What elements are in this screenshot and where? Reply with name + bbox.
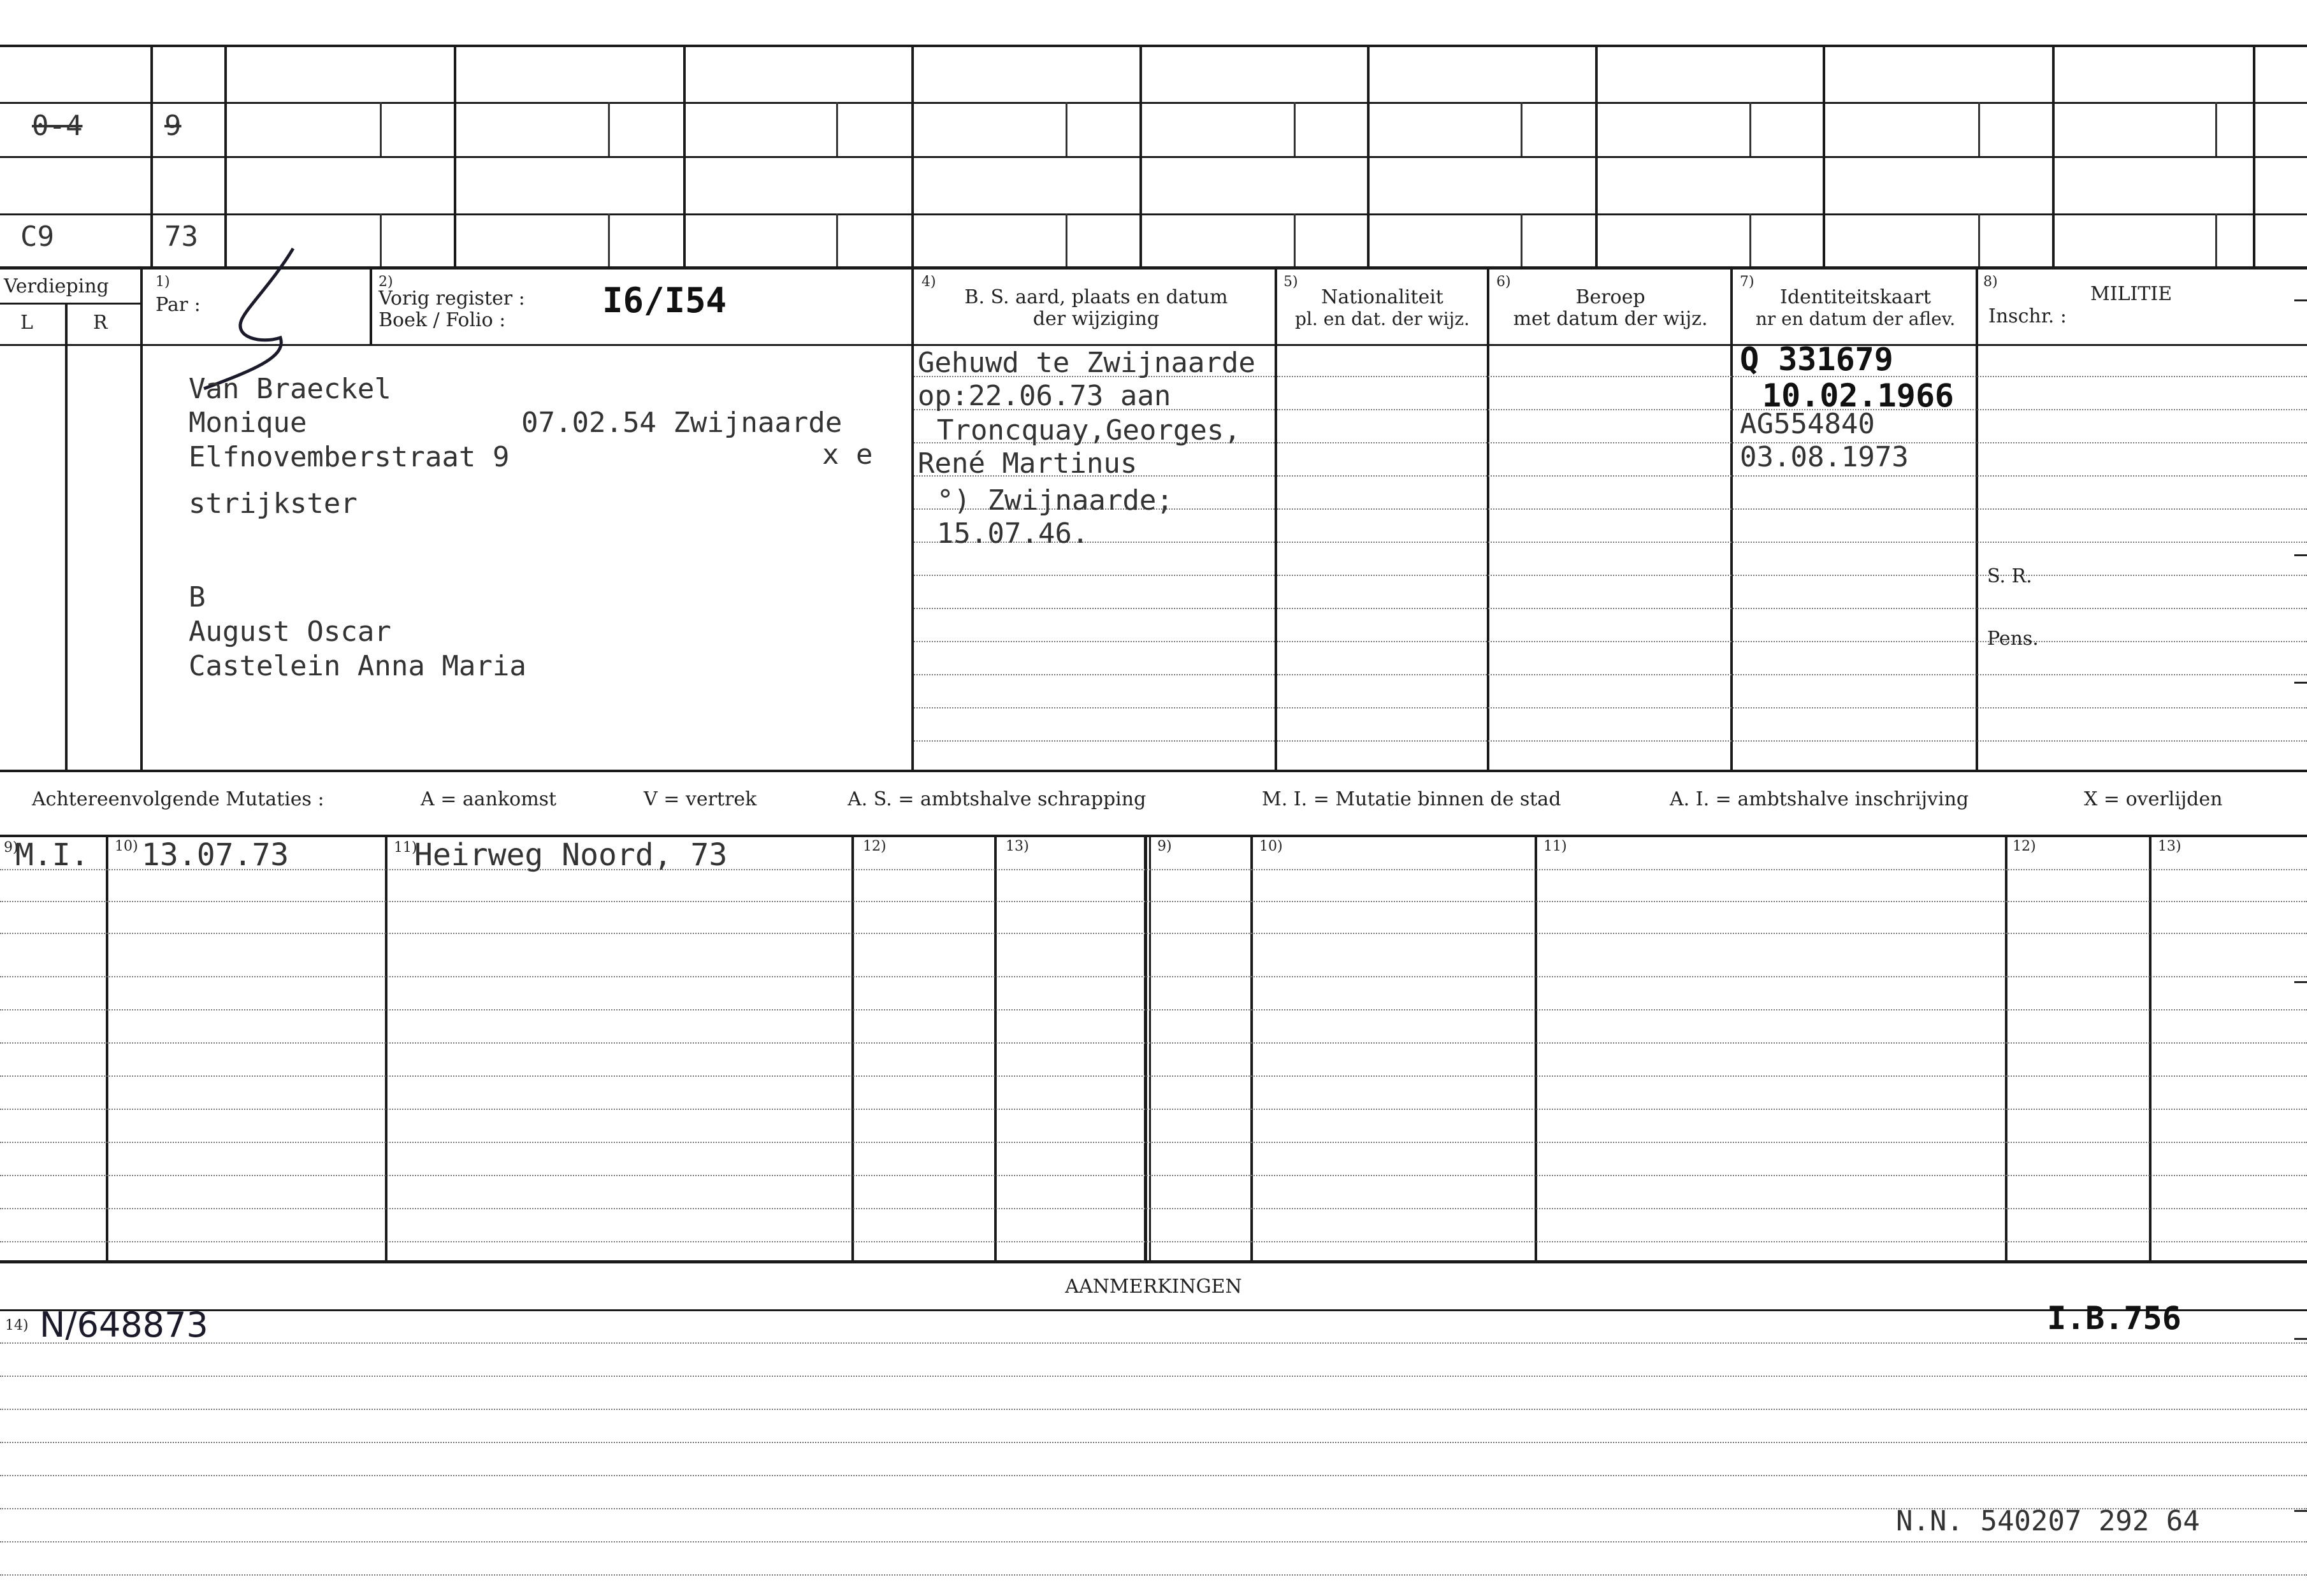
ruled-line bbox=[914, 575, 1275, 576]
top-grid-subcol bbox=[1521, 102, 1522, 156]
field-number: 13) bbox=[1006, 838, 1029, 854]
handwritten-mark bbox=[178, 242, 306, 395]
margin-tick bbox=[2294, 981, 2307, 983]
top-grid-code: 73 bbox=[164, 220, 198, 253]
ruled-line bbox=[1277, 740, 2307, 742]
nationaliteit-header: Nationaliteit bbox=[1321, 286, 1443, 308]
field-number: 5) bbox=[1284, 274, 1298, 290]
top-grid-subcol bbox=[1749, 102, 1751, 156]
legend-item: A. I. = ambtshalve inschrijving bbox=[1670, 788, 1969, 810]
militie-sr-label: S. R. bbox=[1987, 565, 2032, 587]
field-number: 1) bbox=[155, 274, 170, 290]
top-grid-line bbox=[0, 266, 2307, 270]
top-grid-subcol bbox=[608, 102, 610, 156]
field-number: 13) bbox=[2158, 838, 2181, 854]
ruled-line bbox=[1277, 608, 2307, 609]
mutation-address: Heirweg Noord, 73 bbox=[414, 837, 728, 873]
ruled-line bbox=[0, 1376, 2307, 1377]
ruled-line bbox=[0, 1442, 2307, 1443]
ruled-line bbox=[0, 1409, 2307, 1410]
ruled-line bbox=[914, 674, 1275, 675]
top-grid-subcol bbox=[1978, 102, 1980, 156]
margin-tick bbox=[2294, 1510, 2307, 1512]
mutations-col bbox=[1250, 835, 1253, 1260]
verdieping-line bbox=[0, 303, 140, 305]
identiteitskaart-header: Identiteitskaart bbox=[1780, 286, 1931, 308]
mutation-type: M.I. bbox=[15, 837, 89, 873]
field-number: 2) bbox=[379, 274, 393, 290]
par-label: Par : bbox=[155, 294, 201, 316]
ruled-line bbox=[0, 1142, 2307, 1143]
header-line bbox=[0, 344, 2307, 346]
mutations-col bbox=[385, 835, 387, 1260]
header-col bbox=[1976, 268, 1978, 771]
ruled-line bbox=[1277, 508, 2307, 510]
top-grid-line bbox=[0, 213, 2307, 215]
boek-folio-label: Boek / Folio : bbox=[379, 309, 506, 331]
remarks-value: N/648873 bbox=[40, 1305, 208, 1345]
mutations-col bbox=[2005, 835, 2007, 1260]
person-firstname: Monique bbox=[189, 406, 307, 439]
ruled-line bbox=[0, 1574, 2307, 1576]
ruled-line bbox=[0, 976, 2307, 977]
bs-entry-line: Troncquay,Georges, bbox=[937, 414, 1241, 447]
ruled-line bbox=[914, 608, 1275, 609]
field-number: 11) bbox=[1544, 838, 1567, 854]
ruled-line bbox=[1277, 475, 2307, 477]
top-grid-code: 9 bbox=[164, 110, 182, 142]
margin-tick bbox=[2294, 299, 2307, 301]
ruled-line bbox=[0, 1075, 2307, 1077]
header-col bbox=[911, 268, 914, 771]
ruled-line bbox=[1277, 542, 2307, 543]
top-grid-col bbox=[224, 45, 227, 266]
militie-header: MILITIE bbox=[2090, 283, 2173, 305]
verdieping-r: R bbox=[93, 312, 108, 334]
ruled-line bbox=[0, 1342, 2307, 1344]
vorig-register-value: I6/I54 bbox=[602, 280, 727, 320]
field-number: 10) bbox=[115, 838, 138, 854]
person-surname: Van Braeckel bbox=[189, 373, 391, 405]
mutations-top-line bbox=[0, 835, 2307, 837]
ruled-line bbox=[914, 740, 1275, 742]
ruled-line bbox=[1277, 707, 2307, 708]
ruled-line bbox=[1277, 641, 2307, 642]
top-grid-subcol bbox=[836, 213, 838, 266]
header-col bbox=[1730, 268, 1733, 771]
mutations-col bbox=[106, 835, 108, 1260]
field-number: 9) bbox=[1157, 838, 1172, 854]
bs-entry-line: 15.07.46. bbox=[937, 517, 1089, 550]
top-grid-line bbox=[0, 102, 2307, 104]
mutations-col bbox=[1535, 835, 1537, 1260]
id-card-date: 10.02.1966 bbox=[1762, 377, 1955, 414]
mutation-date: 13.07.73 bbox=[141, 837, 289, 873]
field-number: 8) bbox=[1983, 274, 1998, 290]
header-col bbox=[1275, 268, 1277, 771]
margin-tick bbox=[2294, 1338, 2307, 1340]
field-number: 12) bbox=[2013, 838, 2036, 854]
mutations-col bbox=[994, 835, 997, 1260]
top-grid-subcol bbox=[1749, 213, 1751, 266]
ruled-line bbox=[0, 869, 2307, 870]
bs-header: B. S. aard, plaats en datum bbox=[964, 286, 1228, 308]
militie-pens-label: Pens. bbox=[1987, 628, 2039, 650]
ruled-line bbox=[0, 933, 2307, 934]
nationaliteit-header-sub: pl. en dat. der wijz. bbox=[1295, 308, 1470, 329]
legend-item: V = vertrek bbox=[644, 788, 757, 810]
field-number: 11) bbox=[394, 840, 417, 856]
ruled-line bbox=[0, 1042, 2307, 1044]
legend-item: X = overlijden bbox=[2084, 788, 2223, 810]
header-col bbox=[1487, 268, 1489, 771]
top-grid-code: 0-4 bbox=[32, 110, 83, 142]
person-mother: Castelein Anna Maria bbox=[189, 650, 526, 682]
mutations-col bbox=[1149, 835, 1151, 1260]
top-grid-subcol bbox=[380, 102, 382, 156]
ruled-line bbox=[1277, 674, 2307, 675]
person-father: August Oscar bbox=[189, 615, 391, 648]
top-grid-subcol bbox=[1978, 213, 1980, 266]
field-number: 4) bbox=[922, 274, 936, 290]
top-grid-line bbox=[0, 45, 2307, 47]
top-grid-col bbox=[1367, 45, 1370, 266]
field-number: 10) bbox=[1259, 838, 1283, 854]
ruled-line bbox=[0, 1109, 2307, 1110]
margin-tick bbox=[2294, 554, 2307, 556]
bs-entry-line: op:22.06.73 aan bbox=[918, 380, 1171, 412]
person-marker: x e bbox=[822, 438, 873, 471]
ruled-line bbox=[0, 1175, 2307, 1176]
top-grid-col bbox=[150, 45, 153, 266]
id-card-number-new: AG554840 bbox=[1740, 408, 1875, 440]
legend-item: M. I. = Mutatie binnen de stad bbox=[1262, 788, 1561, 810]
field-number: 7) bbox=[1740, 274, 1754, 290]
bs-header-sub: der wijziging bbox=[1032, 308, 1160, 330]
ruled-line bbox=[0, 1208, 2307, 1209]
ruled-line bbox=[1277, 575, 2307, 576]
top-grid-col bbox=[2052, 45, 2055, 266]
field-number: 9) bbox=[4, 840, 18, 856]
vorig-register-label: Vorig register : bbox=[379, 287, 525, 310]
top-grid-code: C9 bbox=[20, 220, 54, 253]
person-address: Elfnovemberstraat 9 bbox=[189, 441, 510, 473]
ruled-line bbox=[0, 1475, 2307, 1476]
header-col bbox=[370, 268, 372, 344]
margin-tick bbox=[2294, 682, 2307, 684]
beroep-header-sub: met datum der wijz. bbox=[1513, 308, 1708, 330]
id-card-number: Q 331679 bbox=[1740, 341, 1893, 378]
top-grid-subcol bbox=[836, 102, 838, 156]
field-number: 12) bbox=[863, 838, 886, 854]
top-grid-col bbox=[1595, 45, 1598, 266]
bs-entry-line: °) Zwijnaarde; bbox=[937, 484, 1173, 517]
top-grid-subcol bbox=[1294, 102, 1296, 156]
ruled-line bbox=[0, 901, 2307, 902]
bs-entry-line: René Martinus bbox=[918, 447, 1138, 480]
person-occupation: strijkster bbox=[189, 487, 358, 520]
mutations-col bbox=[2149, 835, 2152, 1260]
verdieping-l: L bbox=[20, 312, 33, 334]
mutations-col bbox=[851, 835, 854, 1260]
ruled-line bbox=[0, 1241, 2307, 1242]
top-grid-subcol bbox=[1294, 213, 1296, 266]
top-grid-subcol bbox=[380, 213, 382, 266]
verdieping-divider bbox=[65, 303, 68, 771]
remarks-ib: I.B.756 bbox=[2047, 1300, 2181, 1337]
legend-item: A = aankomst bbox=[421, 788, 557, 810]
top-grid-col bbox=[1823, 45, 1825, 266]
ruled-line bbox=[0, 1009, 2307, 1010]
top-grid-col bbox=[2253, 45, 2255, 266]
top-grid-subcol bbox=[1521, 213, 1522, 266]
person-birth: 07.02.54 Zwijnaarde bbox=[521, 406, 843, 439]
bs-entry-line: Gehuwd te Zwijnaarde bbox=[918, 347, 1255, 379]
remarks-top-line bbox=[0, 1260, 2307, 1263]
top-grid-col bbox=[1139, 45, 1142, 266]
id-card-date-new: 03.08.1973 bbox=[1740, 441, 1909, 473]
verdieping-label: Verdieping bbox=[4, 275, 109, 298]
legend-top-line bbox=[0, 770, 2307, 772]
top-grid-col bbox=[911, 45, 914, 266]
field-number: 14) bbox=[5, 1318, 29, 1334]
top-grid-subcol bbox=[608, 213, 610, 266]
identiteitskaart-header-sub: nr en datum der aflev. bbox=[1755, 308, 1956, 329]
header-col bbox=[140, 268, 143, 771]
top-grid-col bbox=[683, 45, 686, 266]
remarks-header-line bbox=[0, 1309, 2307, 1311]
ruled-line bbox=[914, 707, 1275, 708]
person-b: B bbox=[189, 581, 206, 614]
legend-item: A. S. = ambtshalve schrapping bbox=[848, 788, 1146, 810]
top-grid-line bbox=[0, 156, 2307, 158]
remarks-title: AANMERKINGEN bbox=[1065, 1276, 1242, 1298]
top-grid-subcol bbox=[1066, 102, 1067, 156]
top-grid-subcol bbox=[1066, 213, 1067, 266]
legend-title: Achtereenvolgende Mutaties : bbox=[32, 788, 324, 810]
ruled-line bbox=[0, 1541, 2307, 1542]
top-grid-subcol bbox=[2215, 102, 2217, 156]
beroep-header: Beroep bbox=[1575, 286, 1645, 308]
inschr-label: Inschr. : bbox=[1988, 305, 2067, 327]
top-grid-subcol bbox=[2215, 213, 2217, 266]
ruled-line bbox=[914, 641, 1275, 642]
national-number: N.N. 540207 292 64 bbox=[1896, 1505, 2200, 1537]
mutations-col bbox=[1144, 835, 1147, 1260]
top-grid-col bbox=[454, 45, 456, 266]
field-number: 6) bbox=[1496, 274, 1511, 290]
